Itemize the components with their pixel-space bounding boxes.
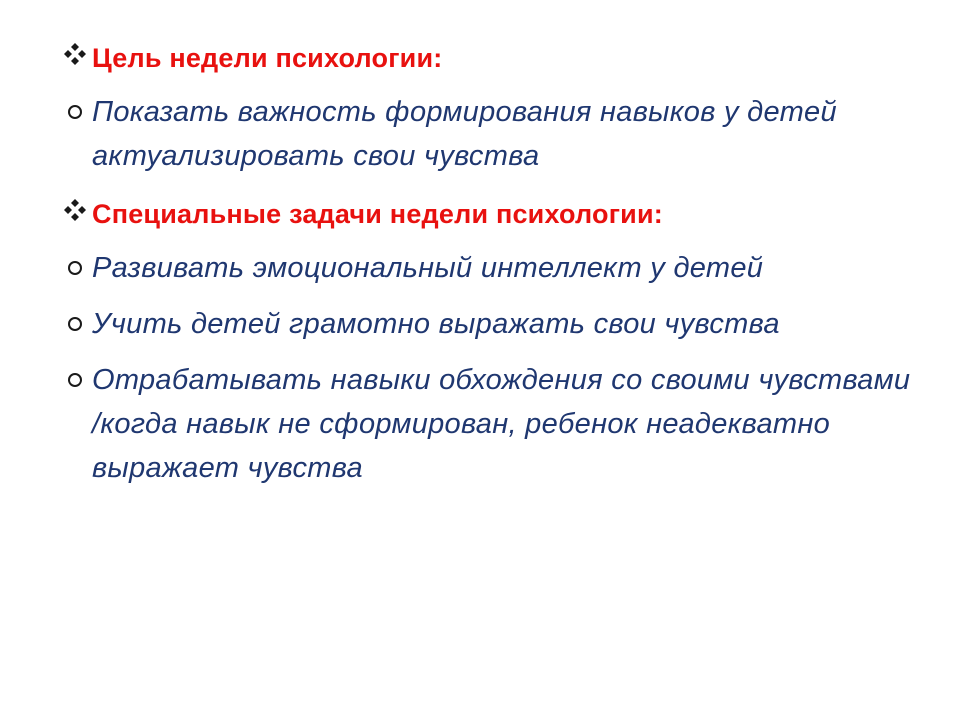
heading-goal: [62, 30, 912, 86]
bullet-item: [62, 298, 912, 354]
bullet-item: [62, 354, 912, 498]
hollow-circle-icon: [62, 98, 88, 124]
bullet-text: Показать важность формирования навыков у детей актуализировать свои чувства: [92, 96, 837, 172]
heading-goal-text: Цель недели психологии:: [92, 43, 443, 73]
slide-content: [62, 30, 912, 498]
bullet-text: Учить детей грамотно выражать свои чувства: [92, 308, 780, 340]
four-diamond-icon: [62, 198, 88, 224]
four-diamond-icon: [62, 42, 88, 68]
hollow-circle-icon: [62, 310, 88, 336]
bullet-text: Развивать эмоциональный интеллект у детей: [92, 252, 764, 284]
bullet-item: [62, 86, 912, 186]
heading-tasks: [62, 186, 912, 242]
hollow-circle-icon: [62, 366, 88, 392]
bullet-text: Отрабатывать навыки обхождения со своими чувствами /когда навык не сформирован, ребенок неадекватно выражает чувства: [92, 364, 911, 484]
hollow-circle-icon: [62, 254, 88, 280]
heading-tasks-text: Специальные задачи недели психологии:: [92, 199, 663, 229]
bullet-item: [62, 242, 912, 298]
